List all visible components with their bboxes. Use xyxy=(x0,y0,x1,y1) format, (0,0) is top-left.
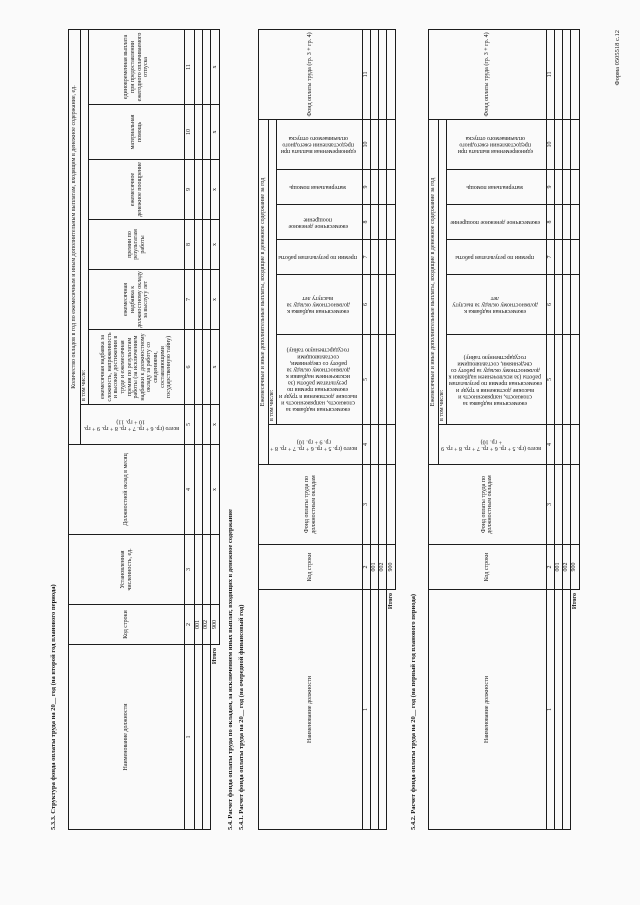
subheader-seniority-bonus xyxy=(277,275,363,335)
cell xyxy=(371,170,379,205)
subheader-performance-bonus xyxy=(446,240,546,275)
subheader-performance-bonus xyxy=(277,240,363,275)
cell xyxy=(379,29,387,119)
cell xyxy=(562,275,570,335)
cell xyxy=(371,465,379,545)
column-number: 1 xyxy=(185,645,195,830)
total-cell xyxy=(570,425,579,465)
header-salary-fund-by-salaries: Фонд оплаты труда по должностным окладам xyxy=(259,465,363,545)
cell xyxy=(203,445,211,535)
header-total-column xyxy=(439,425,547,465)
cell xyxy=(195,270,203,330)
header-line-code: Код строки xyxy=(429,545,547,590)
column-number: 10 xyxy=(363,119,371,169)
column-numbers-row xyxy=(185,29,195,829)
column-number: 11 xyxy=(363,29,371,119)
subheader-material-aid xyxy=(277,170,363,205)
cell xyxy=(371,275,379,335)
salary-fund-structure-table xyxy=(68,29,220,830)
total-code: 900 xyxy=(211,605,220,645)
cell xyxy=(203,220,211,270)
subheader-vacation-payment: единовременная выплата при предоставлении ежегодного оплачиваемого отпуска xyxy=(89,29,185,104)
header-total-text: всего (гр. 5 + гр. 6 + гр. 7 + гр. 8 + гр. 9 + гр. 10) xyxy=(441,438,541,452)
column-number: 2 xyxy=(363,545,371,590)
subheader-text: ежемесячное денежное поощрение xyxy=(449,219,540,226)
total-cell: x xyxy=(211,405,220,445)
cell xyxy=(554,275,562,335)
column-number: 10 xyxy=(185,105,195,160)
total-cell xyxy=(387,119,396,169)
subheader-text: премии по результатам работы xyxy=(278,254,358,261)
subheader-text: материальная помощь xyxy=(466,184,524,191)
total-cell: x xyxy=(211,330,220,405)
cell xyxy=(371,425,379,465)
total-cell xyxy=(387,425,396,465)
table-row xyxy=(562,29,570,829)
column-number: 6 xyxy=(546,275,554,335)
cell xyxy=(203,330,211,405)
cell xyxy=(371,119,379,169)
section-542-title: 5.4.2. Расчет фонда оплаты труда на 20__ год (на первый год планового периода) xyxy=(410,593,417,830)
row-code: 001 xyxy=(195,605,203,645)
cell xyxy=(379,425,387,465)
header-total-text: всего (гр. 5 + гр. 6 + гр. 7 + гр. 8 + гр. 9 + гр. 10) xyxy=(270,438,358,452)
total-label: Итого xyxy=(211,645,220,830)
total-cell xyxy=(570,335,579,425)
column-number: 11 xyxy=(546,29,554,119)
table-row xyxy=(379,29,387,829)
column-number: 6 xyxy=(363,275,371,335)
cell xyxy=(562,205,570,240)
cell xyxy=(195,105,203,160)
table-row xyxy=(554,29,562,829)
column-number: 3 xyxy=(185,535,195,605)
header-line-code: Код строки xyxy=(259,545,363,590)
column-number: 4 xyxy=(363,425,371,465)
cell xyxy=(195,220,203,270)
column-number: 5 xyxy=(185,405,195,445)
total-cell: x xyxy=(211,220,220,270)
total-cell xyxy=(387,205,396,240)
header-position-name: Наименование должности xyxy=(259,590,363,830)
subheader-complexity-bonus xyxy=(277,335,363,425)
row-code: 001 xyxy=(371,545,379,590)
cell xyxy=(371,335,379,425)
subheader-monthly-incentive xyxy=(446,205,546,240)
cell xyxy=(379,335,387,425)
cell xyxy=(379,275,387,335)
header-including: в том числе: xyxy=(269,119,277,424)
cell xyxy=(554,119,562,169)
column-number: 5 xyxy=(363,335,371,425)
subheader-complexity-bonus: ежемесячная надбавка за сложность, напряженность и высокие достижения в труде и ежемесячная премия по результатам работы (за исключением надбавки к должностному окладу за работу со сведениями, составляющими государственную тайну) xyxy=(89,330,185,405)
row-code: 001 xyxy=(554,545,562,590)
header-total-column xyxy=(269,425,363,465)
subheader-seniority-bonus xyxy=(446,275,546,335)
header-including: в том числе: xyxy=(81,29,89,404)
column-number: 4 xyxy=(546,425,554,465)
total-label: Итого xyxy=(570,590,579,830)
column-number: 5 xyxy=(546,335,554,425)
salary-fund-calculation-table-current-year xyxy=(258,29,396,830)
subheader-monthly-incentive: ежемесячное денежное поощрение xyxy=(89,160,185,220)
cell xyxy=(371,590,379,830)
column-numbers-row xyxy=(363,29,371,829)
cell xyxy=(562,29,570,119)
total-cell: x xyxy=(211,270,220,330)
subheader-performance-bonus: премии по результатам работы xyxy=(89,220,185,270)
cell xyxy=(195,405,203,445)
cell xyxy=(554,205,562,240)
total-code: 900 xyxy=(387,545,396,590)
total-cell: x xyxy=(211,29,220,104)
cell xyxy=(562,335,570,425)
total-cell xyxy=(570,275,579,335)
column-number: 4 xyxy=(185,445,195,535)
header-row xyxy=(69,29,81,829)
header-row xyxy=(429,29,439,829)
cell xyxy=(203,29,211,104)
row-code: 002 xyxy=(203,605,211,645)
total-cell xyxy=(387,240,396,275)
cell xyxy=(554,240,562,275)
column-number: 3 xyxy=(363,465,371,545)
cell xyxy=(554,425,562,465)
subheader-monthly-incentive xyxy=(277,205,363,240)
column-number: 9 xyxy=(363,170,371,205)
column-number: 7 xyxy=(363,240,371,275)
column-number: 8 xyxy=(546,205,554,240)
total-cell xyxy=(570,170,579,205)
cell xyxy=(203,105,211,160)
subheader-material-aid: материальная помощь xyxy=(89,105,185,160)
column-number: 7 xyxy=(185,270,195,330)
total-cell xyxy=(570,465,579,545)
row-code: 002 xyxy=(562,545,570,590)
cell xyxy=(562,425,570,465)
cell xyxy=(562,240,570,275)
cell xyxy=(195,645,203,830)
column-number: 11 xyxy=(185,29,195,104)
column-number: 1 xyxy=(546,590,554,830)
total-cell xyxy=(570,240,579,275)
total-cell xyxy=(570,29,579,119)
salary-fund-calculation-table-first-planning-year xyxy=(428,29,580,830)
cell xyxy=(379,590,387,830)
subheader-text: премии по результатам работы xyxy=(455,254,535,261)
section-54-title: 5.4. Расчет фонда оплаты труда по окладам, за исключением иных выплат, входящих в денежное содержание xyxy=(227,509,234,830)
cell xyxy=(562,170,570,205)
header-line-code: Код строки xyxy=(69,605,185,645)
table-row xyxy=(203,29,211,829)
cell xyxy=(195,535,203,605)
cell xyxy=(203,405,211,445)
column-number: 8 xyxy=(363,205,371,240)
total-cell: x xyxy=(211,105,220,160)
total-cell xyxy=(387,170,396,205)
total-cell xyxy=(387,335,396,425)
subheader-text: ежемесячная надбавка за сложность, напряженность и высокие достижения в труде и ежемесячная премия по результатам работы (за исключением надбавки к должностному окладу за работу со сведениями, составляющими государственную тайну) xyxy=(448,353,542,406)
total-cell: x xyxy=(211,445,220,535)
subheader-vacation-payment xyxy=(446,119,546,169)
subheader-text: ежемесячная надбавка за сложность, напряженность и высокие достижения в труде и ежемесячная премия по результатам работы (за исключением надбавки к должностному окладу за работу со сведениями, составляющими государственную тайну) xyxy=(279,347,358,413)
cell xyxy=(195,160,203,220)
header-staff-count: Установленная численность, ед. xyxy=(69,535,185,605)
form-code: Форма 0505518 с.12 xyxy=(614,30,621,86)
subheader-seniority-bonus: ежемесячная надбавка к должностному окладу за выслугу лет xyxy=(89,270,185,330)
header-position-name: Наименование должности xyxy=(429,590,547,830)
cell xyxy=(379,240,387,275)
header-extra-payments-group: Ежемесячные и иные дополнительные выплаты, входящие в денежное содержание за год xyxy=(259,119,269,464)
subheader-text: единовременная выплата при предоставлении ежегодного оплачиваемого отпуска xyxy=(457,135,533,155)
total-cell xyxy=(387,465,396,545)
header-salary-fund-by-salaries: Фонд оплаты труда по должностным окладам xyxy=(429,465,547,545)
total-cell xyxy=(570,205,579,240)
subheader-text: материальная помощь xyxy=(289,184,347,191)
header-monthly-salary: Должностной оклад в месяц xyxy=(69,445,185,535)
column-number: 3 xyxy=(546,465,554,545)
table-row xyxy=(371,29,379,829)
total-cell xyxy=(387,275,396,335)
cell xyxy=(195,29,203,104)
cell xyxy=(554,590,562,830)
header-position-name: Наименование должности xyxy=(69,645,185,830)
total-cell xyxy=(387,29,396,119)
cell xyxy=(203,535,211,605)
header-extra-payments-group: Ежемесячные и иные дополнительные выплаты, входящие в денежное содержание за год xyxy=(429,119,439,464)
subheader-vacation-payment xyxy=(277,119,363,169)
table-row xyxy=(195,29,203,829)
cell xyxy=(371,205,379,240)
column-number: 8 xyxy=(185,220,195,270)
cell xyxy=(203,645,211,830)
section-541-title: 5.4.1. Расчет фонда оплаты труда на 20__ год (на очередной финансовый год) xyxy=(238,604,245,830)
cell xyxy=(562,590,570,830)
cell xyxy=(379,170,387,205)
cell xyxy=(379,205,387,240)
section-533-title: 5.3.3. Структура фонда оплаты труда на 20__ год (на второй год планового периода) xyxy=(50,584,57,830)
cell xyxy=(554,29,562,119)
cell xyxy=(195,445,203,535)
column-number: 9 xyxy=(185,160,195,220)
row-code: 002 xyxy=(379,545,387,590)
total-code: 900 xyxy=(570,545,579,590)
cell xyxy=(554,465,562,545)
total-row xyxy=(570,29,579,829)
column-number: 2 xyxy=(546,545,554,590)
total-row xyxy=(387,29,396,829)
subheader-text: ежемесячная надбавка к должностному окладу за выслугу лет xyxy=(451,295,538,315)
cell xyxy=(371,29,379,119)
cell xyxy=(371,240,379,275)
column-number: 6 xyxy=(185,330,195,405)
header-extra-payments-group: Количество окладов в год по ежемесячным и иным дополнительным выплатам, входящим в денежное содержание, ед. xyxy=(69,29,81,444)
column-number: 7 xyxy=(546,240,554,275)
cell xyxy=(203,160,211,220)
cell xyxy=(203,270,211,330)
column-number: 10 xyxy=(546,119,554,169)
total-label: Итого xyxy=(387,590,396,830)
cell xyxy=(554,335,562,425)
total-cell xyxy=(211,535,220,605)
subheader-complexity-bonus xyxy=(446,335,546,425)
subheader-text: ежемесячное денежное поощрение xyxy=(288,216,348,229)
cell xyxy=(562,465,570,545)
header-including: в том числе: xyxy=(439,119,447,424)
column-numbers-row xyxy=(546,29,554,829)
subheader-text: ежемесячная надбавка к должностному окладу за выслугу лет xyxy=(286,295,350,315)
cell xyxy=(554,170,562,205)
header-total-column xyxy=(81,405,185,445)
column-number: 1 xyxy=(363,590,371,830)
total-row xyxy=(211,29,220,829)
total-cell xyxy=(570,119,579,169)
header-salary-fund-total: Фонд оплаты труда (гр. 3 + гр. 4) xyxy=(429,29,547,119)
column-number: 9 xyxy=(546,170,554,205)
cell xyxy=(195,330,203,405)
header-row xyxy=(259,29,269,829)
column-number: 2 xyxy=(185,605,195,645)
subheader-material-aid xyxy=(446,170,546,205)
total-cell: x xyxy=(211,160,220,220)
cell xyxy=(379,119,387,169)
header-total-text: всего (гр. 6 + гр. 7 + гр. 8 + гр. 9 + гр. 10 + гр. 11) xyxy=(83,418,179,432)
cell xyxy=(562,119,570,169)
cell xyxy=(379,465,387,545)
subheader-text: единовременная выплата при предоставлении ежегодного оплачиваемого отпуска xyxy=(280,135,356,155)
header-salary-fund-total: Фонд оплаты труда (гр. 3 + гр. 4) xyxy=(259,29,363,119)
